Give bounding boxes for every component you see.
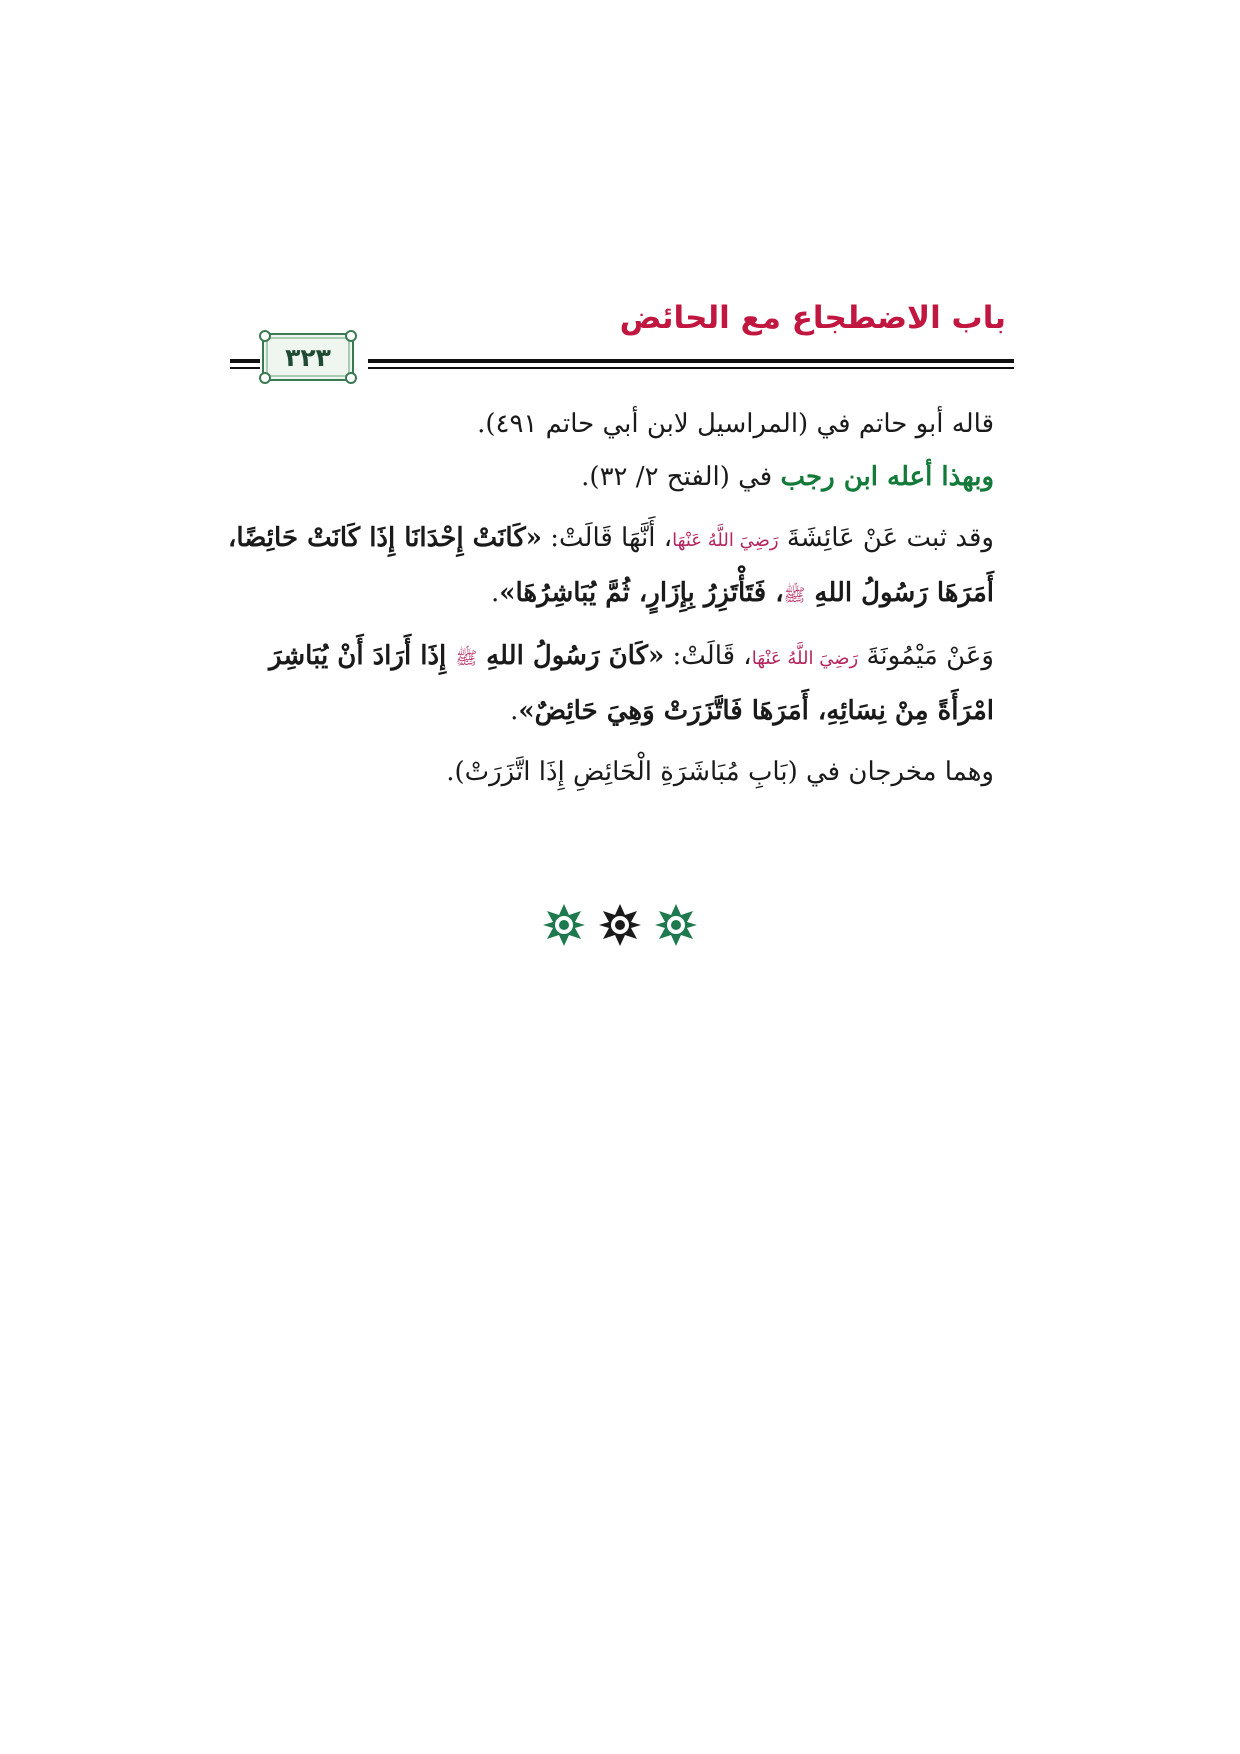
paragraph-3-mid: ، أَنَّهَا قَالَتْ: [541,523,673,553]
paragraph-4-intro: وَعَنْ مَيْمُونَةَ [858,641,994,671]
frame-corner-ornament [259,372,271,384]
header-rule-left-thick [230,359,260,363]
paragraph-2-rest: في (الفتح ٢/ ٣٢). [581,462,781,492]
hadith-quote-cont: ، فَتَأْتَزِرُ بِإِزَارٍ، ثُمَّ يُبَاشِرُهَا» [499,578,784,608]
star-ornament-icon [598,903,642,947]
salawat-glyph: ﷺ [783,585,806,606]
frame-corner-ornament [345,330,357,342]
paragraph-4 [222,630,1014,738]
hadith-quote-cont: إِذَا أَرَادَ أَنْ يُبَاشِرَ امْرَأَةً مِنْ نِسَائِهِ، أَمَرَهَا فَاتَّزَرَتْ وَهِيَ حَائِضٌ» [269,641,994,726]
paragraph-5: وهما مخرجان في (بَابِ مُبَاشَرَةِ الْحَائِضِ إِذَا اتَّزَرَتْ). [446,757,994,787]
page-body [222,398,1014,799]
page-number-frame [262,333,354,381]
section-end-ornaments [520,903,720,953]
paragraph-4-end: . [510,696,519,726]
header-rule-thick [368,359,1014,363]
paragraph-4-mid: ، قَالَتْ: [664,641,752,671]
page-number: ٣٢٣ [285,342,331,372]
header-rule-left-thin [230,367,260,369]
hadith-quote: «كَانَ رَسُولُ اللهِ [477,641,665,671]
paragraph-3 [222,512,1014,622]
paragraph-3-intro: وقد ثبت عَنْ عَائِشَةَ [778,523,994,553]
hadith-quote: «كَانَتْ إِحْدَانَا إِذَا كَانَتْ حَائِضًا، أَمَرَهَا رَسُولُ اللهِ [227,523,994,608]
paragraph-2 [222,451,1014,504]
frame-corner-ornament [259,330,271,342]
paragraph-3-end: . [490,578,500,608]
header-rule-thin [368,367,1014,369]
highlighted-phrase: وبهذا أعله ابن رجب [780,462,994,492]
paragraph-1: قاله أبو حاتم في (المراسيل لابن أبي حاتم ٤٩١). [477,409,994,439]
honorific-glyph: رَضِيَ اللَّهُ عَنْهَا [672,530,779,551]
honorific-glyph: رَضِيَ اللَّهُ عَنْهَا [751,648,859,669]
chapter-title: باب الاضطجاع مع الحائض [619,300,1006,336]
star-ornament-icon [542,903,586,947]
salawat-glyph: ﷺ [455,648,478,669]
frame-corner-ornament [345,372,357,384]
star-ornament-icon [654,903,698,947]
